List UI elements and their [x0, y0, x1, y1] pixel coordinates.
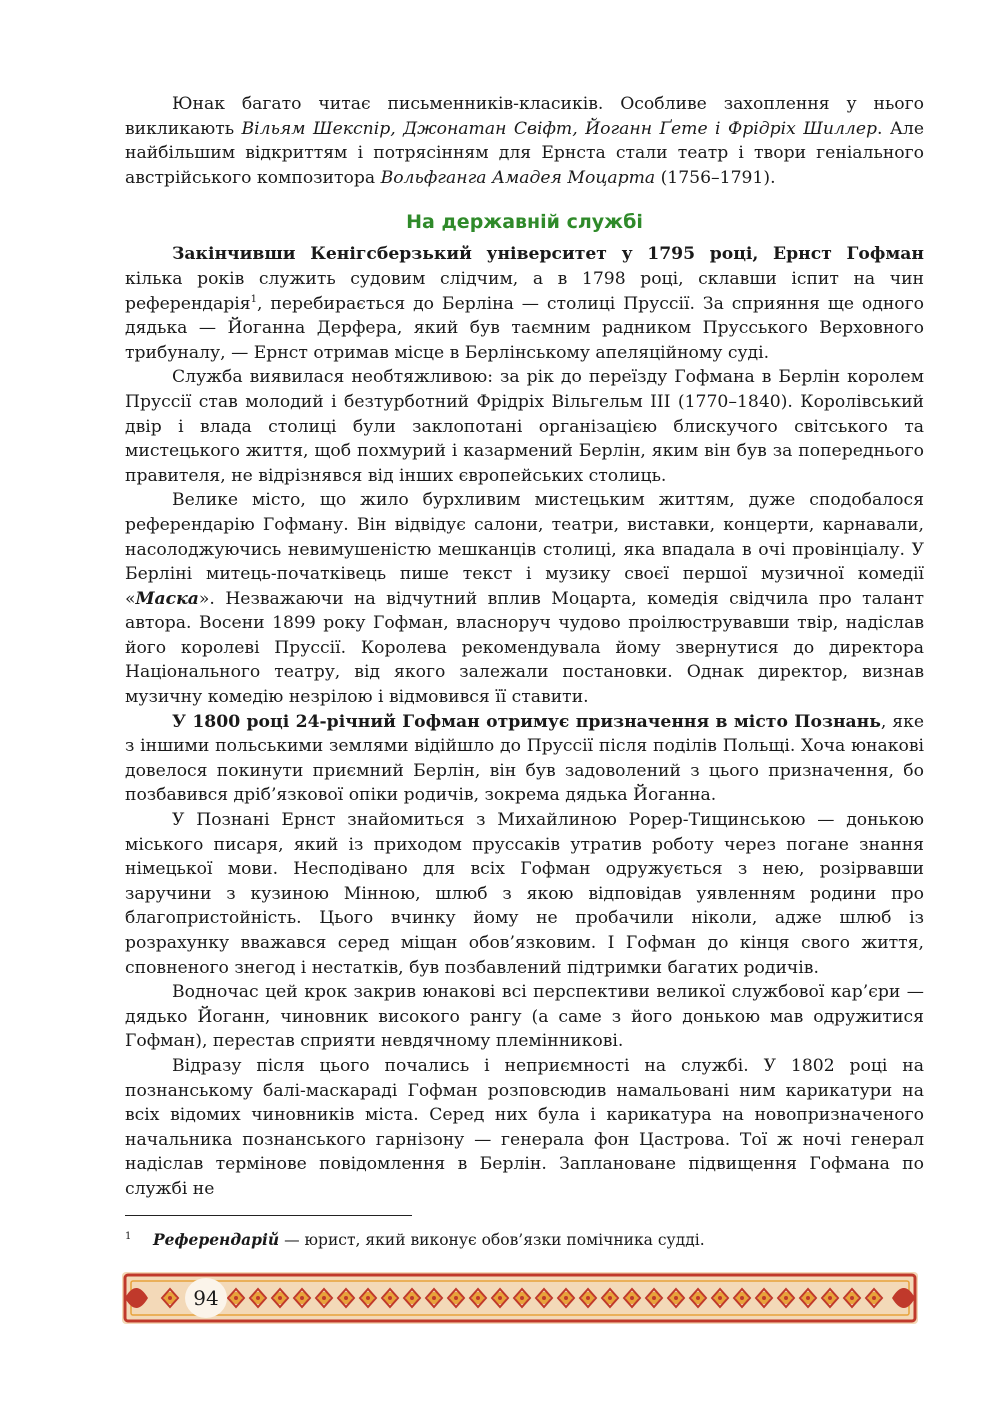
text-run: Вільям Шекспір, Джонатан Свіфт, Йоганн Ґете і Фрідріх Шиллер — [241, 118, 877, 139]
paragraph-2 — [125, 242, 924, 365]
paragraph-8 — [125, 1054, 924, 1202]
text-run: Юнак багато читає письменників-класиків. Особливе захоплення у нього викликають — [125, 94, 924, 139]
text-run: , перебирається до Берліна — столиці Пруссії. За сприяння ще одного дядька — Йоганна Дерфера, який був таємним радником Прусського Верховного трибуналу, — Ернст отримав місце в Берлінському апеляційному суді. — [125, 293, 924, 363]
page-body — [125, 92, 924, 1202]
footnote-number: 1 — [125, 1231, 132, 1242]
text-run: кілька років служить судовим слідчим, а в 1798 році, склавши іспит на чин референдарія — [125, 268, 924, 314]
footnote — [125, 1226, 915, 1251]
text-run: Закінчивши Кенігсберзький університет у 1795 році, Ернст Гофман — [172, 244, 924, 265]
text-run: Служба виявилася необтяжливою: за рік до переїзду Гофмана в Берлін королем Пруссії став молодий і безтурботний Фрідріх Вільгельм III (1770–1840). Королівський двір і влада столиці були заклопотані організацією блискучого світського та мистецького життя, щоб похмурий і казармений Берлін, яким він був за попереднього правителя, не відрізнявся від інших європейських столиць. — [125, 367, 924, 486]
text-run: У 1800 році 24-річний Гофман отримує призначення в місто Познань — [172, 711, 881, 732]
section-heading: На державній службі — [406, 211, 643, 234]
paragraph-7 — [125, 980, 924, 1054]
text-run: Велике місто, що жило бурхливим мистецьким життям, дуже сподобалося референдарію Гофману. Він відвідує салони, театри, виставки, концерти, карнавали, насолоджуючись невимушеністю мешканців столиці, яка впадала в очі провінціалу. У Берліні митець-початківець пише текст і музику своєї першої музичної комедії « — [125, 490, 924, 609]
page-number: 94 — [185, 1278, 227, 1318]
paragraph-5 — [125, 710, 924, 808]
paragraph-3 — [125, 365, 924, 488]
paragraph-6 — [125, 808, 924, 980]
text-run: Вольфганга Амадея Моцарта — [380, 167, 656, 188]
paragraph-4 — [125, 488, 924, 709]
text-run: 1 — [250, 293, 257, 305]
text-run: (1756–1791). — [655, 167, 776, 188]
paragraph-1 — [125, 92, 924, 190]
ornament-border — [122, 1272, 918, 1324]
text-run: . Але найбільшим відкриттям і потрясінням для Ернста стали театр і твори геніального австрійського композитора — [125, 118, 924, 188]
text-run: , яке з іншими польськими землями відійшло до Пруссії після поділів Польщі. Хоча юнакові довелося покинути приємний Берлін, він був задоволений з цього призначення, бо позбавився дріб’язкової опіки родичів, зокрема дядька Йоганна. — [125, 711, 924, 806]
text-run: Відразу після цього почались і неприємності на службі. У 1802 році на познанському балі-маскараді Гофман розповсюдив намальовані ним карикатури на всіх відомих чиновників міста. Серед них була і карикатура на новопризначеного начальника познанського гарнізону — генерала фон Цастрова. Тої ж ночі генерал надіслав термінове повідомлення в Берлін. Заплановане підвищення Гофмана по службі не — [125, 1055, 924, 1199]
text-run: ». Незважаючи на відчутний вплив Моцарта, комедія свідчила про талант автора. Восени 1899 року Гофман, власноруч чудово проілюструвавши твір, надіслав його королеві Пруссії. Королева рекомендувала йому звернутися до директора Національного театру, від якого залежали постановки. Однак директор, визнав музичну комедію незрілою і відмовився її ставити. — [125, 588, 924, 708]
text-run: Водночас цей крок закрив юнакові всі перспективи великої службової кар’єри — дядько Йоганн, чиновник високого рангу (а саме з його донькою мав одружитися Гофман), перестав сприяти невдячному племінникові. — [125, 982, 924, 1052]
text-run: У Познані Ернст знайомиться з Михайлиною Рорер-Тищинською — донькою міського писаря, який із приходом пруссаків утратив роботу через погане знання німецької мови. Несподівано для всіх Гофман одружується з нею, розірвавши заручини з кузиною Мінною, шлюб з якою відповідав уявленням родини про благопристойність. Цього вчинку йому не пробачили ніколи, адже шлюб із розрахунку вважався серед міщан обов’язковим. І Гофман до кінця свого життя, сповненого знегод і нестатків, був позбавлений підтримки багатих родичів. — [125, 810, 924, 978]
text-run: Маска — [135, 588, 199, 609]
footnote-divider — [125, 1215, 412, 1216]
footnote-term: Референдарій — [153, 1230, 280, 1249]
footnote-text: — юрист, який виконує обов’язки помічника судді. — [279, 1231, 705, 1249]
